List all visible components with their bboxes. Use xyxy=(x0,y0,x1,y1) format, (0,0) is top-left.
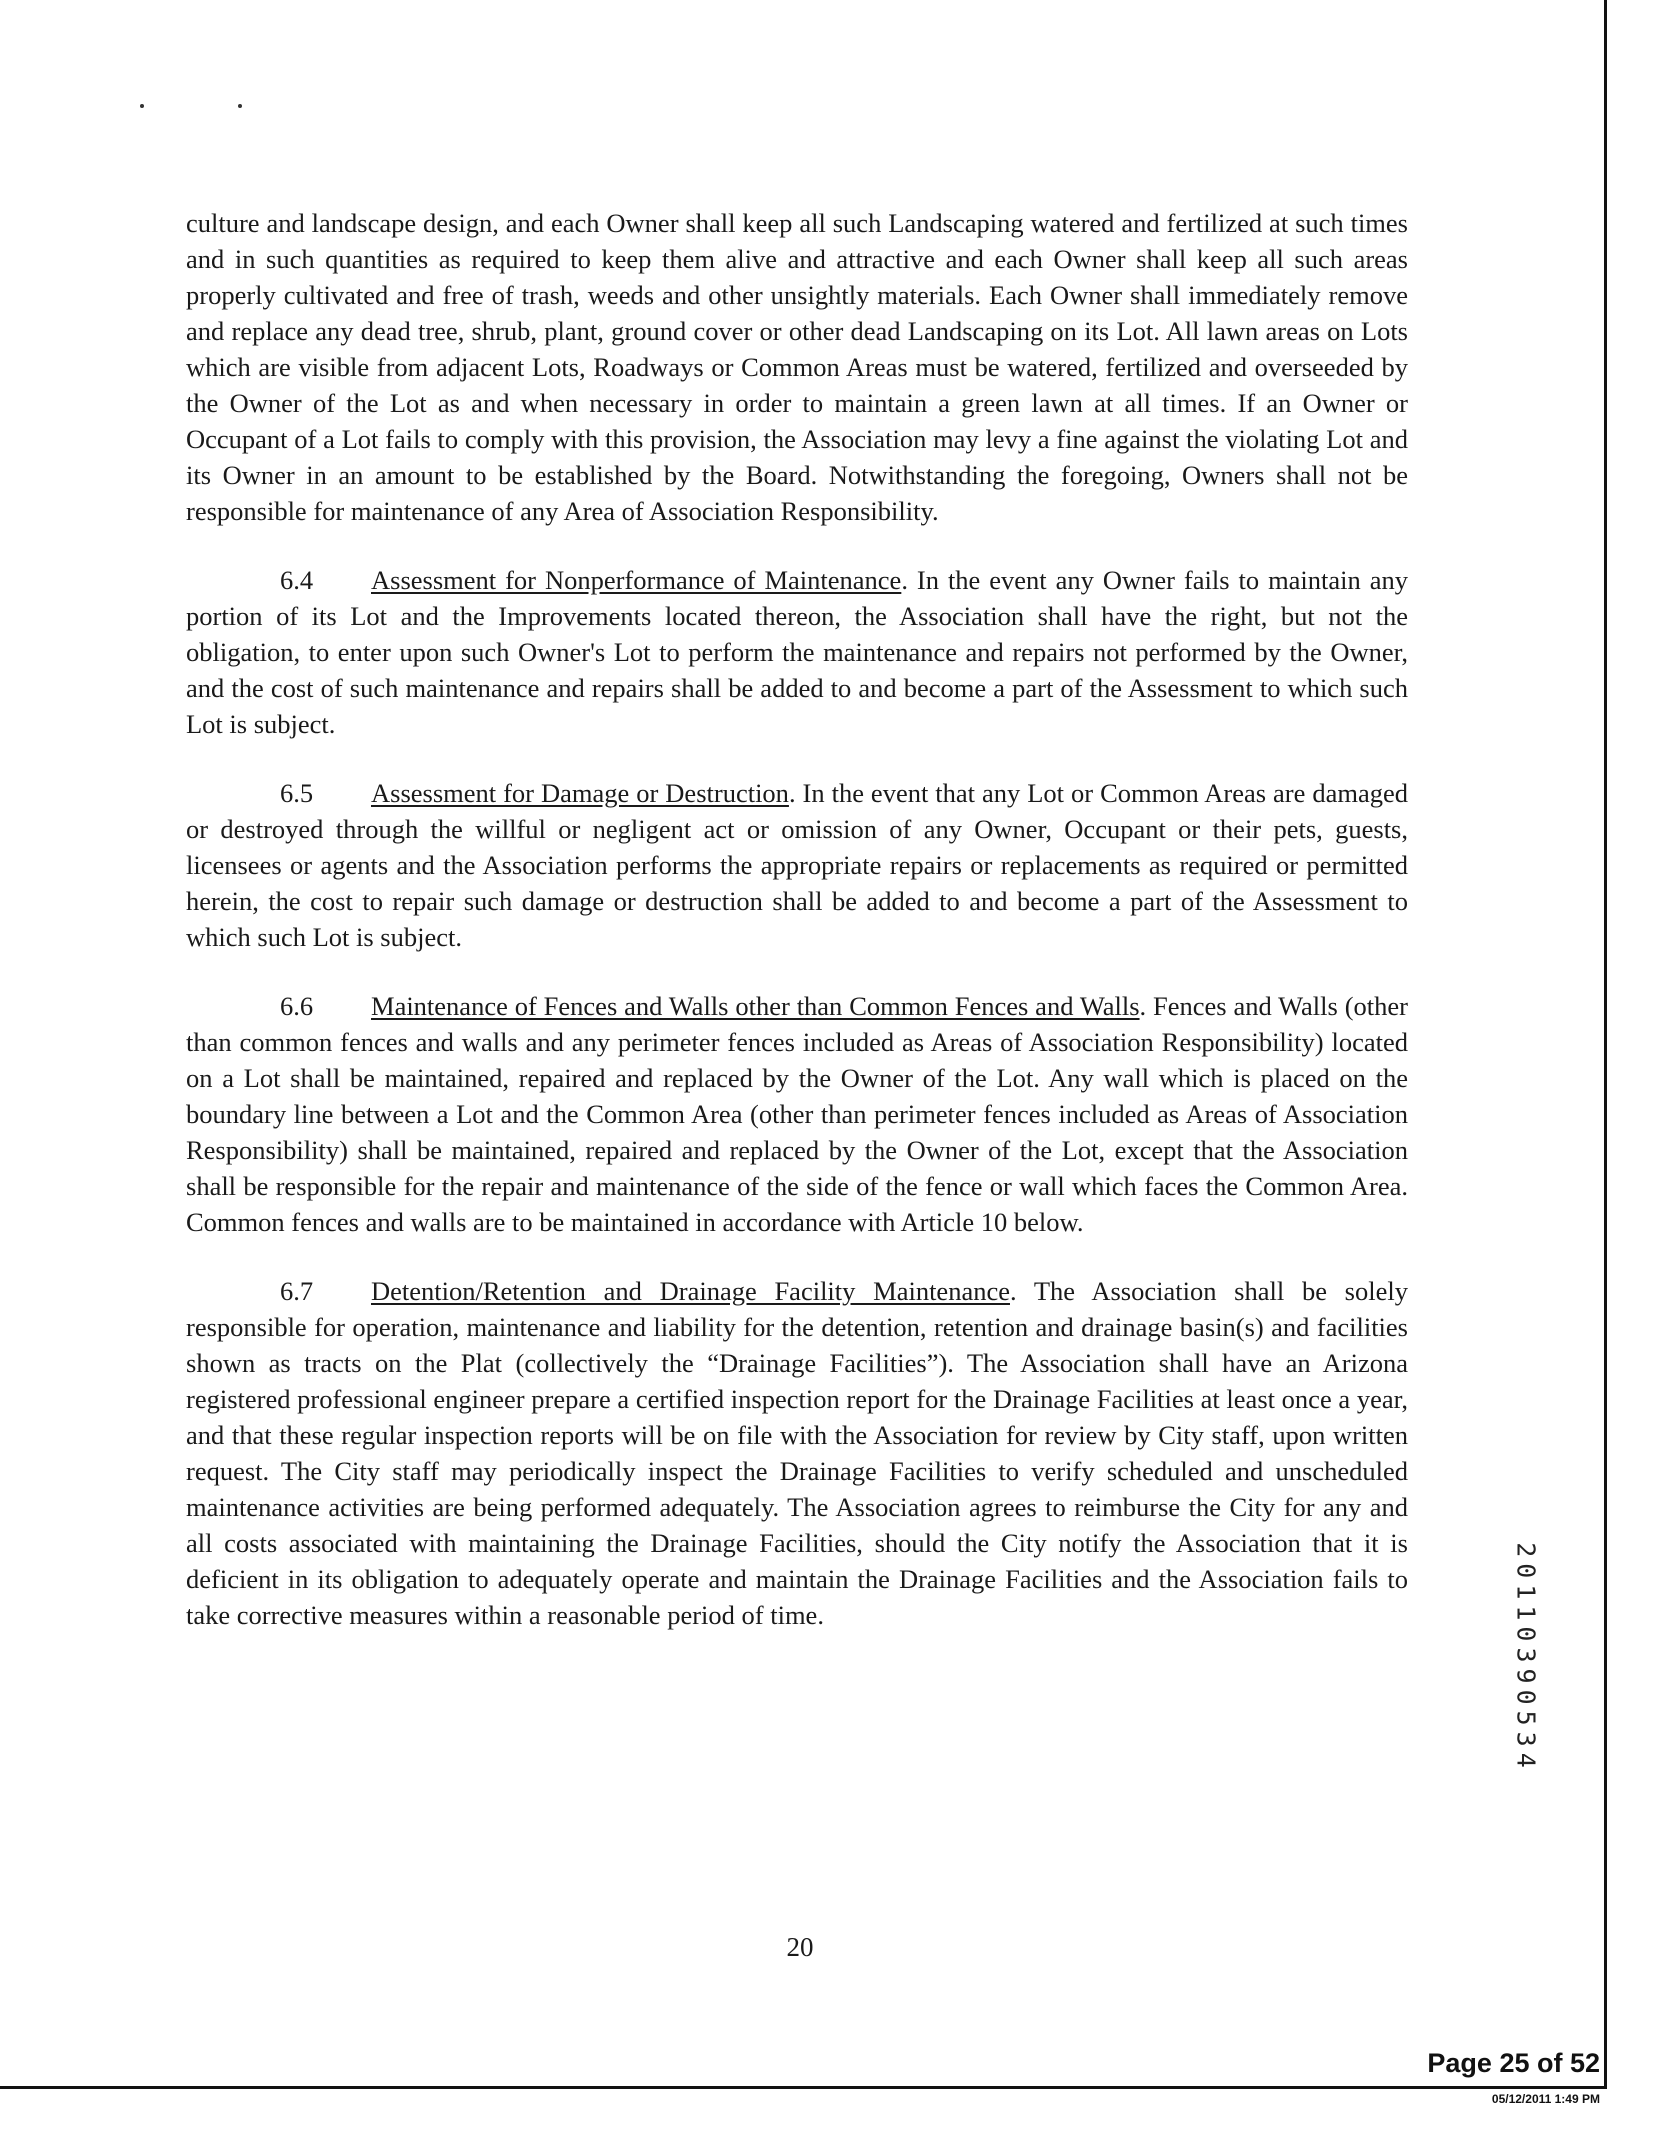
page-number: 20 xyxy=(786,1932,814,1962)
section-6-6 xyxy=(186,988,1408,1240)
section-number: 6.5 xyxy=(280,778,314,808)
scan-speck xyxy=(238,104,242,108)
section-heading: Assessment for Nonperformance of Maintenance xyxy=(371,565,902,595)
recording-number-stamp xyxy=(1506,1528,1546,1788)
document-body xyxy=(186,205,1408,1666)
page-count-label: Page 25 of 52 xyxy=(1427,2048,1600,2078)
section-6-4 xyxy=(186,562,1408,742)
section-text: . Fences and Walls (other than common fences and walls and any perimeter fences included as Areas of Association Responsibility) located on a Lot shall be maintained, repaired and replaced by the Owner of the Lot. Any wall which is placed on the boundary line between a Lot and the Common Area (other than perimeter fences included as Areas of Association Responsibility) shall be maintained, repaired and replaced by the Owner of the Lot, except that the Association shall be responsible for the repair and maintenance of the side of the fence or wall which faces the Common Area. Common fences and walls are to be maintained in accordance with Article 10 below. xyxy=(186,991,1408,1237)
section-text: . In the event any Owner fails to maintain any portion of its Lot and the Improvements located thereon, the Association shall have the right, but not the obligation, to enter upon such Owner's Lot to perform the maintenance and repairs not performed by the Owner, and the cost of such maintenance and repairs shall be added to and become a part of the Assessment to which such Lot is subject. xyxy=(186,565,1409,739)
recording-number: 20110390534 xyxy=(1511,1542,1541,1774)
section-text: . The Association shall be solely responsible for operation, maintenance and liability for the detention, retention and drainage basin(s) and facilities shown as tracts on the Plat (collectively the “Drainage Facilities”). The Association shall have an Arizona registered professional engineer prepare a certified inspection report for the Drainage Facilities at least once a year, and that these regular inspection reports will be on file with the Association for review by City staff, upon written request. The City staff may periodically inspect the Drainage Facilities to verify scheduled and unscheduled maintenance activities are being performed adequately. The Association agrees to reimburse the City for any and all costs associated with maintaining the Drainage Facilities, should the City notify the Association that it is deficient in its obligation to adequately operate and maintain the Drainage Facilities and the Association fails to take corrective measures within a reasonable period of time. xyxy=(186,1276,1408,1630)
section-6-7 xyxy=(186,1273,1408,1633)
section-number: 6.4 xyxy=(280,565,314,595)
print-timestamp: 05/12/2011 1:49 PM xyxy=(1491,2092,1600,2106)
section-heading: Assessment for Damage or Destruction xyxy=(371,778,789,808)
section-number: 6.6 xyxy=(280,991,314,1021)
section-heading: Detention/Retention and Drainage Facility Maintenance xyxy=(371,1276,1010,1306)
section-text: . In the event that any Lot or Common Areas are damaged or destroyed through the willful or negligent act or omission of any Owner, Occupant or their pets, guests, licensees or agents and the Association performs the appropriate repairs or replacements as required or permitted herein, the cost to repair such damage or destruction shall be added to and become a part of the Assessment to which such Lot is subject. xyxy=(186,778,1408,952)
scan-speck xyxy=(140,104,144,108)
section-number: 6.7 xyxy=(280,1276,314,1306)
right-margin-rule xyxy=(1604,0,1607,2086)
paragraph-landscaping: culture and landscape design, and each Owner shall keep all such Landscaping watered and fertilized at such times and in such quantities as required to keep them alive and attractive and each Owner shall keep all such areas properly cultivated and free of trash, weeds and other unsightly materials. Each Owner shall immediately remove and replace any dead tree, shrub, plant, ground cover or other dead Landscaping on its Lot. All lawn areas on Lots which are visible from adjacent Lots, Roadways or Common Areas must be watered, fertilized and overseeded by the Owner of the Lot as and when necessary in order to maintain a green lawn at all times. If an Owner or Occupant of a Lot fails to comply with this provision, the Association may levy a fine against the violating Lot and its Owner in an amount to be established by the Board. Notwithstanding the foregoing, Owners shall not be responsible for maintenance of any Area of Association Responsibility. xyxy=(186,208,1408,526)
footer-rule xyxy=(0,2086,1607,2089)
section-6-5 xyxy=(186,775,1408,955)
section-heading: Maintenance of Fences and Walls other than Common Fences and Walls xyxy=(371,991,1140,1021)
